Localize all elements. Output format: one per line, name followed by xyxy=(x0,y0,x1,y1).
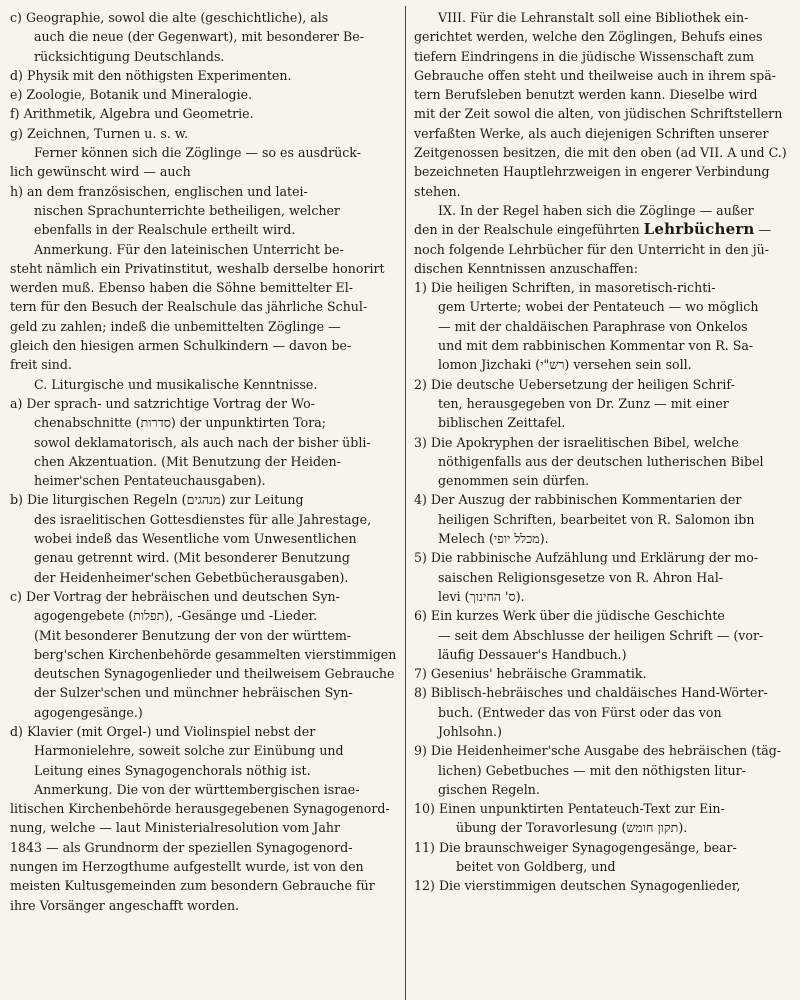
text-line: rücksichtigung Deutschlands. xyxy=(34,48,225,64)
text-line: — seit dem Abschlusse der heiligen Schrift — (vor- xyxy=(438,627,764,643)
text-line: gischen Regeln. xyxy=(438,781,540,797)
text-line: Zeitgenossen besitzen, die mit den oben (ad VII. A und C.) xyxy=(414,145,787,161)
text-line: der Heidenheimer'schen Gebetbücherausgaben). xyxy=(34,569,349,585)
text-line: agogengesänge.) xyxy=(34,704,143,720)
text-line: 3) Die Apokryphen der israelitischen Bibel, welche xyxy=(414,434,739,450)
text-line: 5) Die rabbinische Aufzählung und Erklärung der mo- xyxy=(414,550,759,566)
text-line: Ferner können sich die Zöglinge — so es ausdrück- xyxy=(34,145,361,161)
text-line: sowol deklamatorisch, als auch nach der bisher übli- xyxy=(34,434,371,450)
text-line: bezeichneten Hauptlehrzweigen in engerer Verbindung xyxy=(414,164,770,180)
text-line: beitet von Goldberg, und xyxy=(456,859,616,875)
text-line: auch die neue (der Gegenwart), mit besonderer Be- xyxy=(34,29,365,45)
text-line: Johlsohn.) xyxy=(438,723,502,739)
text-line: tern für den Besuch der Realschule das jährliche Schul- xyxy=(10,299,368,315)
text-line: des israelitischen Gottesdienstes für alle Jahrestage, xyxy=(34,511,372,527)
text-line: ebenfalls in der Realschule ertheilt wird. xyxy=(34,222,296,238)
text-line: 6) Ein kurzes Werk über die jüdische Geschichte xyxy=(414,608,725,624)
text-line: buch. (Entweder das von Fürst oder das von xyxy=(438,704,722,720)
text-line: h) an dem französischen, englischen und latei- xyxy=(10,183,308,199)
text-line: litischen Kirchenbehörde herausgegebenen Synagogenord- xyxy=(10,801,390,817)
text-line: Harmonielehre, soweit solche zur Einübung und xyxy=(34,743,344,759)
text-line: tern Berufsleben benutzt werden kann. Dieselbe wird xyxy=(414,87,758,103)
right-column xyxy=(414,8,792,1000)
text-line: Melech (מכלל יופי). xyxy=(438,531,549,547)
text-line: den in der Realschule eingeführten Lehrbüchern — xyxy=(414,220,772,239)
text-line: Leitung eines Synagogenchorals nöthig ist. xyxy=(34,762,311,778)
text-line: steht nämlich ein Privatinstitut, weshalb derselbe honorirt xyxy=(10,260,385,276)
text-line: ten, herausgegeben von Dr. Zunz — mit einer xyxy=(438,395,729,411)
left-column xyxy=(10,8,398,1000)
text-line: Gebrauche offen steht und theilweise auch in ihrem spä- xyxy=(414,67,777,83)
text-line: 8) Biblisch-hebräisches und chaldäisches Hand-Wörter- xyxy=(414,685,768,701)
text-line: Anmerkung. Die von der württembergischen israe- xyxy=(34,781,360,797)
text-line: e) Zoologie, Botanik und Mineralogie. xyxy=(10,87,253,103)
text-line: 11) Die braunschweiger Synagogengesänge, bear- xyxy=(414,839,737,855)
text-line: 1843 — als Grundnorm der speziellen Synagogenord- xyxy=(10,839,353,855)
text-line: nungen im Herzogthume aufgestellt wurde, ist von den xyxy=(10,859,364,875)
text-line: 7) Gesenius' hebräische Grammatik. xyxy=(414,666,647,682)
text-line: gleich den hiesigen armen Schulkindern — davon be- xyxy=(10,338,352,354)
emphasized-term: Lehrbüchern xyxy=(643,220,755,239)
text-line: 12) Die vierstimmigen deutschen Synagogenlieder, xyxy=(414,878,741,894)
text-line: IX. In der Regel haben sich die Zöglinge — außer xyxy=(438,202,754,218)
text-line: deutschen Synagogenlieder und theilweisem Gebrauche xyxy=(34,666,395,682)
text-line: genau getrennt wird. (Mit besonderer Benutzung xyxy=(34,550,350,566)
text-line: übung der Toravorlesung (תקון חומש). xyxy=(456,820,688,836)
text-line: g) Zeichnen, Turnen u. s. w. xyxy=(10,125,189,141)
text-line: f) Arithmetik, Algebra und Geometrie. xyxy=(10,106,254,122)
text-line: verfaßten Werke, als auch diejenigen Schriften unserer xyxy=(414,125,769,141)
text-line: tiefern Eindringens in die jüdische Wissenschaft zum xyxy=(414,48,755,64)
text-line: saischen Religionsgesetze von R. Ahron Hal- xyxy=(438,569,724,585)
text-line: chenabschnitte (סדרות) der unpunktirten Tora; xyxy=(34,415,326,431)
text-line: gerichtet werden, welche den Zöglingen, Behufs eines xyxy=(414,29,763,45)
text-line: c) Der Vortrag der hebräischen und deutschen Syn- xyxy=(10,588,340,604)
column-divider xyxy=(405,6,406,1000)
text-line: berg'schen Kirchenbehörde gesammelten vierstimmigen xyxy=(34,646,397,662)
text-line: heimer'schen Pentateuchausgaben). xyxy=(34,473,266,489)
text-line: biblischen Zeittafel. xyxy=(438,415,566,431)
text-line: genommen sein dürfen. xyxy=(438,473,590,489)
text-line: geld zu zahlen; indeß die unbemittelten Zöglinge — xyxy=(10,318,341,334)
text-line: agogengebete (תפלות), -Gesänge und -Lieder. xyxy=(34,608,318,624)
text-line: freit sind. xyxy=(10,357,72,373)
text-line: VIII. Für die Lehranstalt soll eine Bibliothek ein- xyxy=(438,10,749,25)
text-line: b) Die liturgischen Regeln (מנהגים) zur Leitung xyxy=(10,492,304,508)
text-line: 4) Der Auszug der rabbinischen Kommentarien der xyxy=(414,492,742,508)
text-line: — mit der chaldäischen Paraphrase von Onkelos xyxy=(438,318,748,334)
text-line: d) Physik mit den nöthigsten Experimenten. xyxy=(10,67,292,83)
text-line: dischen Kenntnissen anzuschaffen: xyxy=(414,260,638,276)
text-line: mit der Zeit sowol die alten, von jüdischen Schriftstellern xyxy=(414,106,783,122)
text-line: meisten Kultusgemeinden zum besondern Gebrauche für xyxy=(10,878,375,894)
text-line: lomon Jizchaki (רש"י) versehen sein soll. xyxy=(438,357,692,373)
text-line: (Mit besonderer Benutzung der von der württem- xyxy=(34,627,352,643)
text-line: C. Liturgische und musikalische Kenntnisse. xyxy=(34,376,318,392)
text-line: gem Urterte; wobei der Pentateuch — wo möglich xyxy=(438,299,759,315)
text-line: wobei indeß das Wesentliche vom Unwesentlichen xyxy=(34,531,357,547)
text-line: a) Der sprach- und satzrichtige Vortrag der Wo- xyxy=(10,395,315,411)
text-line: nung, welche — laut Ministerialresolution vom Jahr xyxy=(10,820,340,836)
text-line: läufig Dessauer's Handbuch.) xyxy=(438,646,627,662)
text-line: der Sulzer'schen und münchner hebräischen Syn- xyxy=(34,685,353,701)
text-line: noch folgende Lehrbücher für den Unterricht in den jü- xyxy=(414,241,770,257)
text-line: lichen) Gebetbuches — mit den nöthigsten litur- xyxy=(438,762,746,778)
text-line: chen Akzentuation. (Mit Benutzung der Heiden- xyxy=(34,453,341,469)
text-line: d) Klavier (mit Orgel-) und Violinspiel nebst der xyxy=(10,723,316,739)
text-line: nischen Sprachunterrichte betheiligen, welcher xyxy=(34,202,340,218)
text-line: 10) Einen unpunktirten Pentateuch-Text zur Ein- xyxy=(414,801,725,817)
text-line: 2) Die deutsche Uebersetzung der heiligen Schrif- xyxy=(414,376,735,392)
text-line: c) Geographie, sowol die alte (geschichtliche), als xyxy=(10,10,329,25)
text-line: stehen. xyxy=(414,183,461,199)
text-line: ihre Vorsänger angeschafft worden. xyxy=(10,897,240,913)
text-line: lich gewünscht wird — auch xyxy=(10,164,191,180)
text-line: und mit dem rabbinischen Kommentar von R. Sa- xyxy=(438,338,754,354)
text-line: heiligen Schriften, bearbeitet von R. Salomon ibn xyxy=(438,511,755,527)
text-line: Anmerkung. Für den lateinischen Unterricht be- xyxy=(34,241,344,257)
text-line: levi (ס' החינוך). xyxy=(438,588,525,604)
text-line: werden muß. Ebenso haben die Söhne bemittelter El- xyxy=(10,280,354,296)
text-line: nöthigenfalls aus der deutschen lutherischen Bibel xyxy=(438,453,764,469)
text-line: 1) Die heiligen Schriften, in masoretisch-richti- xyxy=(414,280,716,296)
text-line: 9) Die Heidenheimer'sche Ausgabe des hebräischen (täg- xyxy=(414,743,782,759)
